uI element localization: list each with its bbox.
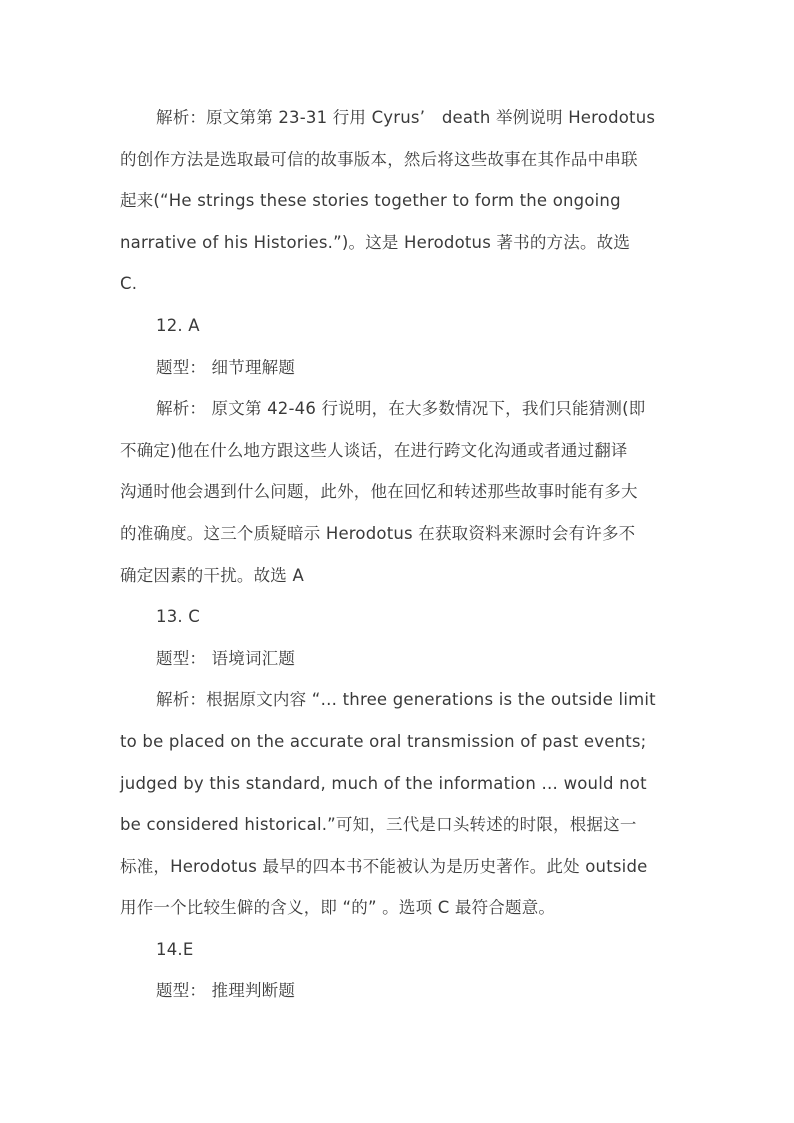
text-line: be considered historical.”可知，三代是口头转述的时限，根据这一 [120,815,637,835]
text-line: 不确定)他在什么地方跟这些人谈话，在进行跨文化沟通或者通过翻译 [120,440,628,460]
question-type-12 [120,347,675,389]
question-type-13 [120,638,675,680]
text-line: 的创作方法是选取最可信的故事版本，然后将这些故事在其作品中串联 [120,149,638,169]
answer-label: 13. C [156,607,201,627]
text-line: 确定因素的干扰。故选 A [120,565,304,585]
text-line: 解析： 原文第 42-46 行说明，在大多数情况下，我们只能猜测(即 [156,399,646,419]
analysis-paragraph-11 [120,97,675,305]
text-line: 的准确度。这三个质疑暗示 Herodotus 在获取资料来源时会有许多不 [120,523,636,543]
answer-label: 14.E [156,939,194,959]
answer-heading-14 [120,929,675,971]
answer-heading-13 [120,596,675,638]
analysis-paragraph-13 [120,679,675,929]
text-line: 解析：根据原文内容 “… three generations is the outside limit [156,690,656,710]
text-line: 沟通时他会遇到什么问题，此外，他在回忆和转述那些故事时能有多大 [120,482,638,502]
answer-heading-12 [120,305,675,347]
text-line: C. [120,274,138,294]
text-line: judged by this standard, much of the information … would not [120,773,647,793]
question-type-label: 题型： 细节理解题 [156,357,296,377]
text-line: 起来(“He strings these stories together to form the ongoing [120,191,621,211]
text-line: narrative of his Histories.”)。这是 Herodotus 著书的方法。故选 [120,232,631,252]
text-line: 解析：原文第第 23-31 行用 Cyrus’ death 举例说明 Herodotus [156,108,656,127]
question-type-label: 题型： 语境词汇题 [156,648,296,668]
question-type-14 [120,970,675,1012]
question-type-label: 题型： 推理判断题 [156,981,296,1001]
text-line: to be placed on the accurate oral transmission of past events; [120,731,647,751]
analysis-paragraph-12 [120,388,675,596]
text-line: 标准，Herodotus 最早的四本书不能被认为是历史著作。此处 outside [120,856,648,876]
document-body [120,97,675,1012]
answer-label: 12. A [156,315,200,335]
text-line: 用作一个比较生僻的含义，即 “的” 。选项 C 最符合题意。 [120,898,556,918]
